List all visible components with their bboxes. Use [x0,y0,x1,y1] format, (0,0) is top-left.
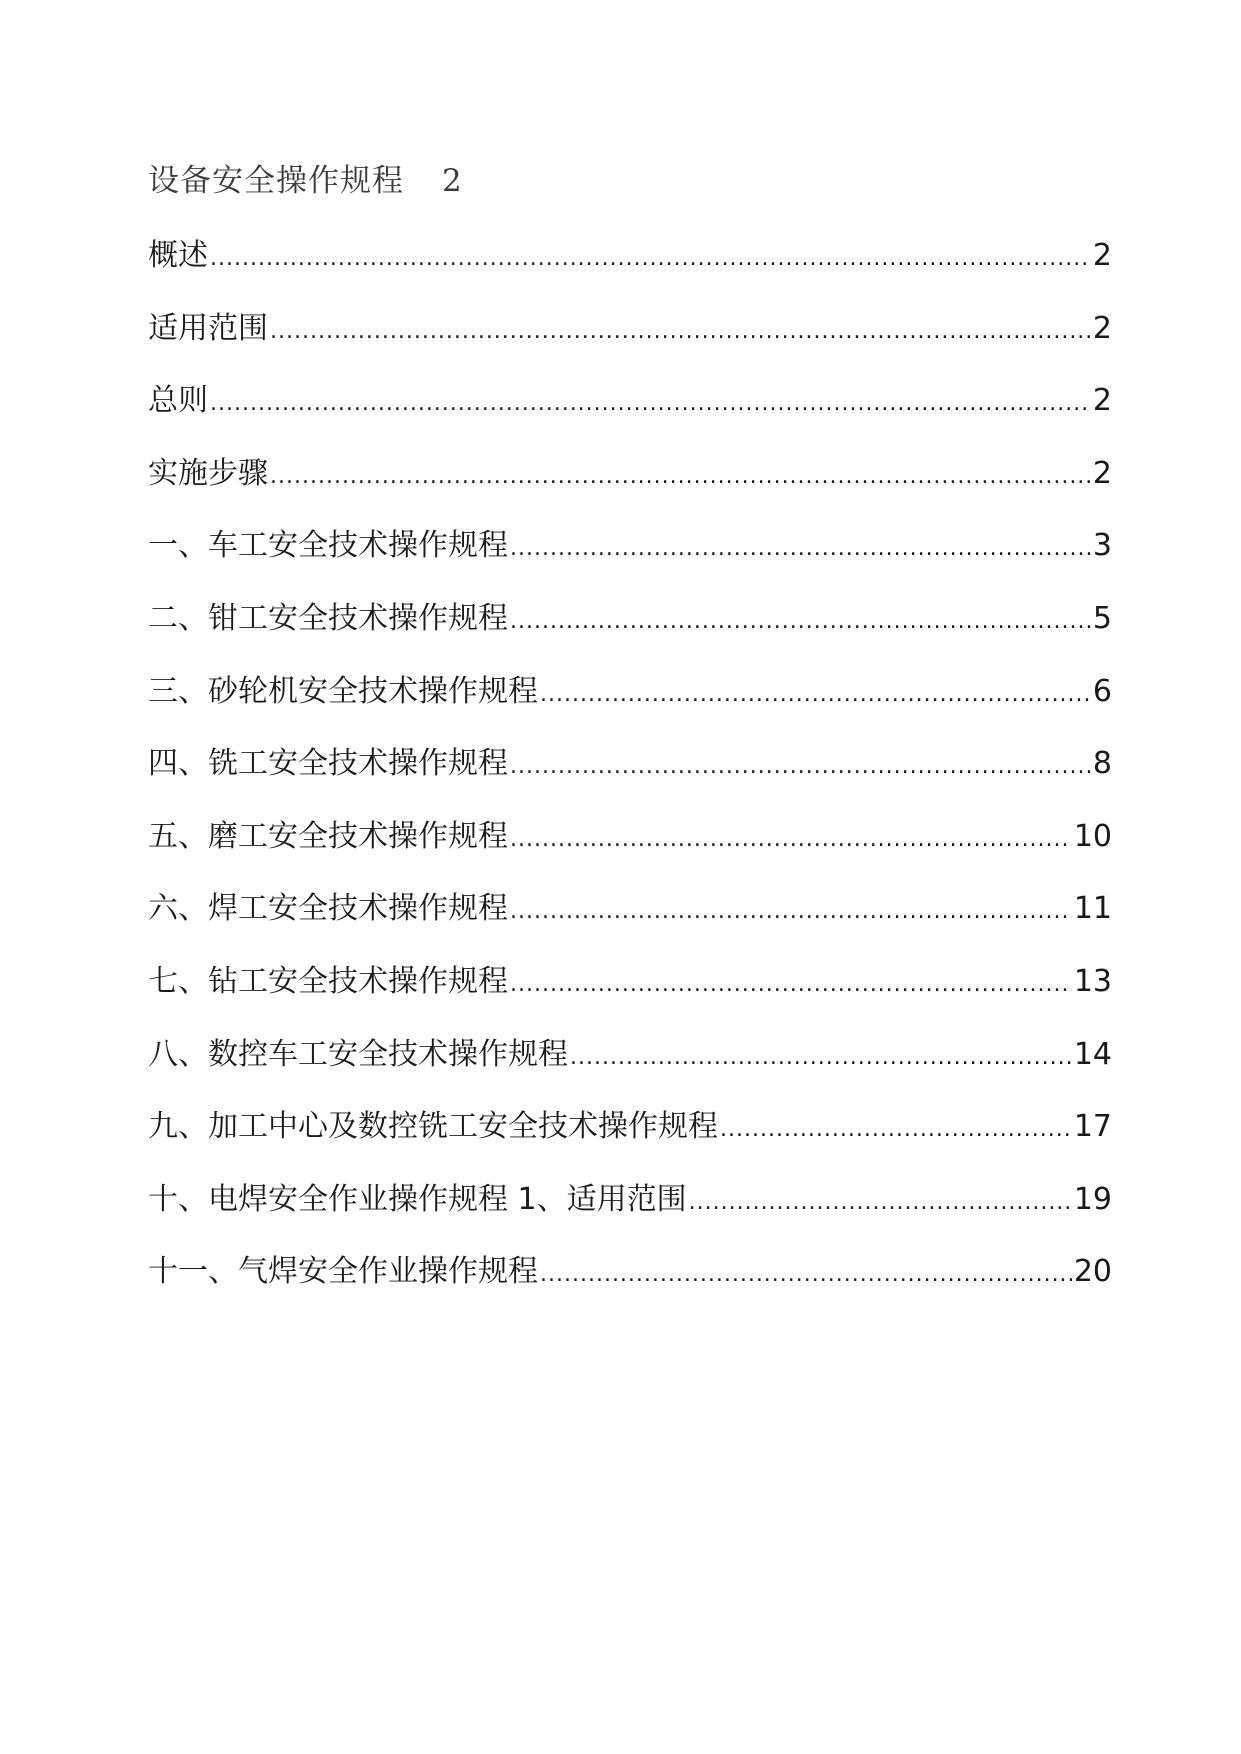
toc-entry-section-2[interactable] [148,593,1112,666]
toc-entry-section-3[interactable] [148,666,1112,739]
toc-entry-label: 总则 [148,383,208,419]
toc-entry-label: 八、数控车工安全技术操作规程 [148,1036,568,1072]
toc-entry-label: 一、车工安全技术操作规程 [148,528,508,564]
toc-entry-page-number: 2 [1092,455,1112,491]
toc-dot-leader [510,972,1072,997]
toc-entry-section-11[interactable] [148,1246,1112,1319]
toc-entry-section-4[interactable] [148,738,1112,811]
toc-dot-leader [510,899,1072,924]
table-of-contents [148,230,1112,1319]
toc-entry-section-1[interactable] [148,520,1112,593]
toc-dot-leader [270,319,1091,344]
toc-entry-page-number: 17 [1073,1109,1112,1145]
toc-entry-page-number: 11 [1073,891,1112,927]
toc-entry-label: 六、焊工安全技术操作规程 [148,891,508,927]
toc-entry-overview[interactable] [148,230,1112,303]
toc-entry-general-rules[interactable] [148,375,1112,448]
toc-dot-leader [210,246,1091,271]
toc-entry-page-number: 14 [1073,1036,1112,1072]
document-title: 设备安全操作规程 [148,163,404,199]
toc-entry-page-number: 2 [1092,310,1112,346]
toc-entry-page-number: 6 [1092,673,1112,709]
toc-dot-leader [510,536,1091,561]
toc-entry-section-5[interactable] [148,811,1112,884]
toc-entry-section-9[interactable] [148,1101,1112,1174]
toc-entry-page-number: 2 [1092,238,1112,273]
toc-entry-page-number: 2 [1092,383,1112,419]
toc-dot-leader [540,1262,1072,1287]
toc-entry-page-number: 8 [1092,746,1112,782]
toc-dot-leader [689,1190,1072,1215]
toc-entry-page-number: 13 [1073,963,1112,999]
toc-entry-label: 九、加工中心及数控铣工安全技术操作规程 [148,1109,718,1145]
toc-dot-leader [510,754,1091,779]
toc-entry-page-number: 19 [1073,1181,1112,1217]
toc-entry-section-8[interactable] [148,1029,1112,1102]
toc-entry-section-7[interactable] [148,956,1112,1029]
toc-entry-label: 实施步骤 [148,455,268,491]
toc-dot-leader [570,1045,1072,1070]
toc-entry-section-10[interactable] [148,1174,1112,1247]
toc-entry-label: 五、磨工安全技术操作规程 [148,818,508,854]
toc-entry-label: 二、钳工安全技术操作规程 [148,600,508,636]
toc-dot-leader [210,391,1091,416]
toc-dot-leader [720,1117,1072,1142]
toc-entry-label: 十、电焊安全作业操作规程 1、适用范围 [148,1181,687,1217]
document-title-page-number: 2 [442,163,463,199]
toc-heading [148,155,463,200]
toc-entry-implementation-steps[interactable] [148,448,1112,521]
toc-dot-leader [510,827,1072,852]
toc-entry-page-number: 20 [1073,1254,1112,1290]
toc-entry-label: 七、钻工安全技术操作规程 [148,963,508,999]
toc-entry-label: 三、砂轮机安全技术操作规程 [148,673,538,709]
toc-entry-label: 四、铣工安全技术操作规程 [148,746,508,782]
toc-entry-page-number: 3 [1092,528,1112,564]
toc-entry-page-number: 10 [1073,818,1112,854]
toc-entry-page-number: 5 [1092,600,1112,636]
toc-entry-section-6[interactable] [148,883,1112,956]
toc-entry-label: 十一、气焊安全作业操作规程 [148,1254,538,1290]
toc-dot-leader [540,682,1091,707]
toc-entry-label: 适用范围 [148,310,268,346]
toc-entry-label: 概述 [148,238,208,273]
toc-dot-leader [510,609,1091,634]
toc-entry-scope[interactable] [148,303,1112,376]
toc-dot-leader [270,464,1091,489]
